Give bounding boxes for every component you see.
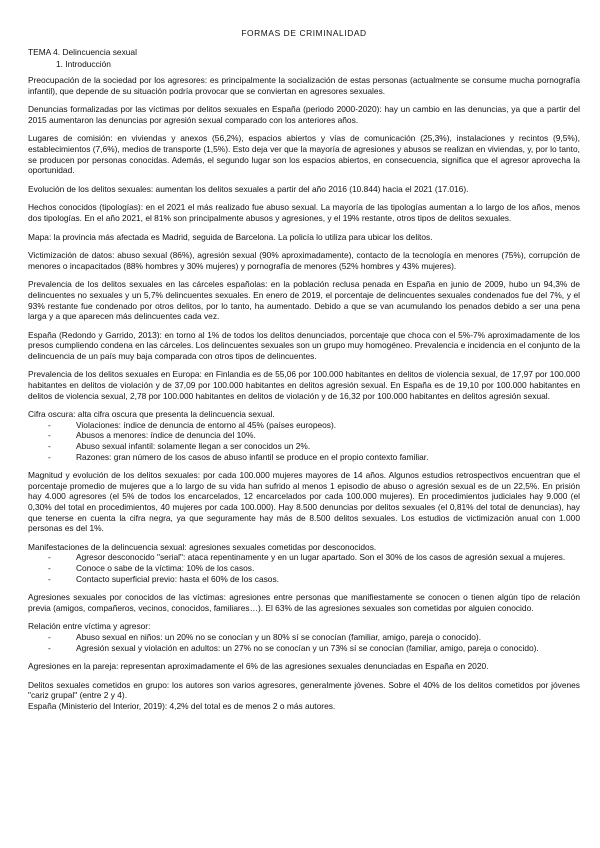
list-item: - Abuso sexual infantil: solamente llegan a ser conocidos un 2%.: [28, 441, 580, 452]
paragraph-relacion: Relación entre víctima y agresor:: [28, 621, 151, 632]
paragraph-agresiones-conocidos: Agresiones sexuales por conocidos de las víctimas: agresiones entre personas que manifiestamente se conocen o tienen algún tipo de relación previa (amigos, compañeros, vecinos, conocidos, familiares…). El 63% de las agresiones sexuales son cometidas por alguien conocido.: [28, 592, 580, 613]
list-item: - Razones: gran número de los casos de abuso infantil se produce en el propio contexto familiar.: [28, 452, 580, 463]
paragraph-prevalencia-europa: Prevalencia de los delitos sexuales en Europa: en Finlandia es de 55,06 por 100.000 habitantes en delitos de violencia sexual, de 17,97 por 100.000 habitantes en delitos de violación y de 37,09 por 100.000 habitantes en delitos agresión sexual. En España es de 19,10 por 100.000 habitantes en delitos de violencia sexual, 2,78 por 100.000 habitantes en delitos de violación y de 16,32 por 100.000 habitantes en delitos agresión sexual.: [28, 369, 580, 401]
document-title: FORMAS DE CRIMINALIDAD: [241, 28, 367, 38]
paragraph-espana: España (Redondo y Garrido, 2013): en torno al 1% de todos los delitos denunciados, porcentaje que choca con el 5%-7% aproximadamente de los presos cumpliendo condena en las cárceles. Los delincuentes sexuales son un grupo muy homogéneo. Prevalencia e incidencia en el conjunto de la delincuencia de un país muy baja comparada con otros tipos de delincuentes.: [28, 329, 580, 361]
paragraph-hechos: Hechos conocidos (tipologías): en el 2021 el más realizado fue abuso sexual. La mayoría de las tipologías aumentan a lo largo de los años, menos dos tipologías. En el año 2021, el 81% son principalmente abusos y agresiones, y el 19% restante, otros tipos de delitos sexuales.: [28, 202, 580, 223]
list-item: - Conoce o sabe de la víctima: 10% de los casos.: [28, 563, 580, 574]
subsection-heading: 1. Introducción: [56, 59, 111, 69]
paragraph-grupo: Delitos sexuales cometidos en grupo: los autores son varios agresores, generalmente jóvenes. Sobre el 40% de los delitos cometidos por jóvenes "cariz grupal" (entre 2 y 4).: [28, 679, 580, 701]
paragraph-pareja: Agresiones en la pareja: representan aproximadamente el 6% de las agresiones sexuales denunciadas en España en 2020.: [28, 661, 489, 672]
paragraph-mapa: Mapa: la provincia más afectada es Madrid, seguida de Barcelona. La policía lo utiliza para ubicar los delitos.: [28, 231, 433, 242]
list-relacion: [28, 632, 580, 653]
paragraph-ministerio: España (Ministerio del Interior, 2019): 4,2% del total es de menos 2 o más autores.: [28, 700, 336, 711]
list-item: - Contacto superficial previo: hasta el 60% de los casos.: [28, 574, 580, 585]
list-item: - Agresión sexual y violación en adultos: un 27% no se conocían y un 73% sí se conocían (familiar, amigo, pareja o conocido).: [28, 643, 580, 654]
paragraph-victimizacion: Victimización de datos: abuso sexual (86%), agresión sexual (90% aproximadamente), contacto de la tecnología en menores (75%), corrupción de menores o incapacitados (88% hombres y 30% mujeres) y pornografía de menores (52% hombres y 43% mujeres).: [28, 250, 580, 271]
paragraph-cifra-oscura: Cifra oscura: alta cifra oscura que presenta la delincuencia sexual.: [28, 409, 275, 420]
section-heading: TEMA 4. Delincuencia sexual: [28, 47, 137, 57]
list-item: - Abusos a menores: índice de denuncia del 10%.: [28, 430, 580, 441]
paragraph-evolucion: Evolución de los delitos sexuales: aumentan los delitos sexuales a partir del año 2016 (10.844) hacia el 2021 (17.016).: [28, 183, 469, 194]
paragraph-manifestaciones: Manifestaciones de la delincuencia sexual: agresiones sexuales cometidas por desconocidos.: [28, 541, 377, 552]
paragraph-prevalencia-carceles: Prevalencia de los delitos sexuales en las cárceles españolas: en la población reclusa penada en España en junio de 2009, hubo un 94,3% de delincuentes no sexuales y un 5,7% delincuentes sexuales. En enero de 2019, el porcentaje de delincuentes sexuales condenados fue del 7%, y el 93% restante fue condenado por otros delitos, por lo tanto, ha aumentado. Debido a que se van acumulando los penados debido a ser una pena larga y a que aparecen más delincuentes cada vez.: [28, 279, 580, 322]
paragraph-preocupacion: Preocupación de la sociedad por los agresores: es principalmente la socialización de estas personas (actualmente se consume mucha pornografía infantil), que depende de su situación podría provocar que se conviertan en agresores sexuales.: [28, 75, 580, 96]
document-page: [28, 28, 580, 720]
paragraph-magnitud: Magnitud y evolución de los delitos sexuales: por cada 100.000 mujeres mayores de 14 años. Algunos estudios retrospectivos encuentran que el porcentaje promedio de mujeres que a lo largo de su vida han sufrido al menos 1 episodio de abuso o agresión sexual es de un 22,5%. En prisión hay 4.000 agresores (el 5% de todos los encarcelados, 12 encarcelados por cada 100.000 mujeres). En procedimientos judiciales hay 9.000 (el 0,30% del total en procedimientos, 40 mujeres por cada 100.000). Hay 8.500 denuncias por delitos sexuales (el 0,81% del total de denuncias), hay que tenerse en cuenta la cifra negra, ya que seguramente hay más de 8.500 delitos sexuales. Los estudios de victimización anual con 1.000 personas es del 1%.: [28, 470, 580, 534]
list-item: - Violaciones: índice de denuncia de entorno al 45% (países europeos).: [28, 420, 580, 431]
list-cifra-oscura: [28, 420, 580, 462]
list-manifestaciones: [28, 552, 580, 584]
list-item: - Abuso sexual en niños: un 20% no se conocían y un 80% sí se conocían (familiar, amigo, pareja o conocido).: [28, 632, 580, 643]
list-item: - Agresor desconocido "serial": ataca repentinamente y en un lugar apartado. Son el 30% de los casos de agresión sexual a mujeres.: [28, 552, 580, 563]
paragraph-denuncias: Denuncias formalizadas por las víctimas por delitos sexuales en España (periodo 2000-2020): hay un cambio en las denuncias, ya que a partir del 2015 aumentaron las denuncias por agresión sexual comparado con los anteriores años.: [28, 104, 580, 125]
paragraph-lugares: Lugares de comisión: en viviendas y anexos (56,2%), espacios abiertos y vías de comunicación (25,3%), instalaciones y recintos (9,5%), establecimientos (7,6%), medios de transporte (1,5%). Esto deja ver que la mayoría de agresiones y abusos se realizan en viviendas, y, por lo tanto, se producen por personas conocidas. Además, el segundo lugar son los espacios abiertos, en consecuencia, significa que el agresor aprovecha la oportunidad.: [28, 133, 580, 176]
